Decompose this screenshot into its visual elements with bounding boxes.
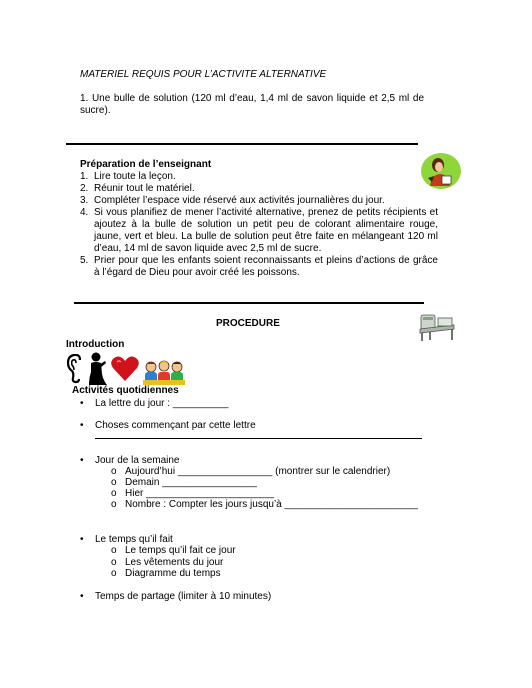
materials-title: MATERIEL REQUIS POUR L’ACTIVITE ALTERNATIVE [80, 69, 327, 80]
things-starting-with-letter: Choses commençant par cette lettre [95, 420, 256, 431]
prep-step [80, 195, 438, 207]
weather-chart: Diagramme du temps [125, 568, 221, 579]
daily-activities-label: Activités quotidiennes [72, 385, 179, 396]
bullet-icon: • [80, 455, 84, 466]
prep-step-text: Si vous planifiez de mener l’activité alternative, prenez de petits récipients et ajoutez à la bulle de solution un petit peu de colorant alimentaire rouge, jaune, vert et bleu. La bulle de solution peut être faite en mélangeant 120 ml d’eau, 14 ml de savon liquide avec 2,5 ml de sucre. [94, 207, 438, 254]
sharing-time: Temps de partage (limiter à 10 minutes) [95, 591, 272, 602]
bullet-icon: • [80, 591, 84, 602]
preparation-title: Préparation de l’enseignant [80, 159, 212, 170]
bullet-icon: • [80, 398, 84, 409]
praying-person-icon [86, 352, 108, 386]
desk-icon [418, 312, 456, 342]
circle-bullet-icon: o [111, 466, 117, 477]
introduction-label: Introduction [66, 339, 125, 350]
bullet-icon: • [80, 420, 84, 431]
weather-today: Le temps qu’il fait ce jour [125, 545, 236, 556]
circle-bullet-icon: o [111, 499, 117, 510]
prep-step-text: Prier pour que les enfants soient reconnaissants et pleins d’actions de grâce à l’égard de Dieu pour avoir créé les poissons. [94, 255, 438, 278]
preparation-steps [80, 171, 438, 279]
prep-step [80, 183, 438, 195]
prep-step-text: Lire toute la leçon. [94, 171, 176, 182]
weekday-count: Nombre : Compter les jours jusqu’à ________________________ [125, 499, 418, 510]
divider-top [66, 143, 418, 145]
circle-bullet-icon: o [111, 477, 117, 488]
prep-step-num: 4. [80, 207, 89, 218]
heart-icon [110, 354, 140, 384]
procedure-title: PROCEDURE [216, 318, 280, 329]
circle-bullet-icon: o [111, 488, 117, 499]
materials-item-1-text: Une bulle de solution (120 ml d’eau, 1,4 ml de savon liquide et 2,5 ml de sucre). [80, 93, 424, 116]
letter-of-day: La lettre du jour : __________ [95, 398, 229, 409]
prep-step-num: 5. [80, 255, 89, 266]
answer-line [95, 438, 422, 439]
weather-clothes: Les vêtements du jour [125, 557, 224, 568]
prep-step-num: 2. [80, 183, 89, 194]
children-group-icon [142, 360, 186, 386]
ear-icon [66, 354, 84, 384]
prep-step-num: 1. [80, 171, 89, 182]
weekday-tomorrow: Demain _________________ [125, 477, 257, 488]
prep-step [80, 171, 438, 183]
divider-middle [74, 302, 424, 304]
prep-step-text: Réunir tout le matériel. [94, 183, 195, 194]
weekday-yesterday: Hier _______________________ [125, 488, 275, 499]
prep-step-num: 3. [80, 195, 89, 206]
prep-step [80, 255, 438, 279]
weather: Le temps qu’il fait [95, 534, 173, 545]
prep-step-text: Compléter l’espace vide réservé aux activités journalières du jour. [94, 195, 385, 206]
circle-bullet-icon: o [111, 545, 117, 556]
materials-item-1-num: 1. [80, 93, 89, 104]
weekday-today: Aujourd’hui _________________ (montrer sur le calendrier) [125, 466, 391, 477]
circle-bullet-icon: o [111, 557, 117, 568]
bullet-icon: • [80, 534, 84, 545]
materials-item-1 [80, 93, 424, 117]
day-of-week: Jour de la semaine [95, 455, 180, 466]
circle-bullet-icon: o [111, 568, 117, 579]
prep-step [80, 207, 438, 255]
